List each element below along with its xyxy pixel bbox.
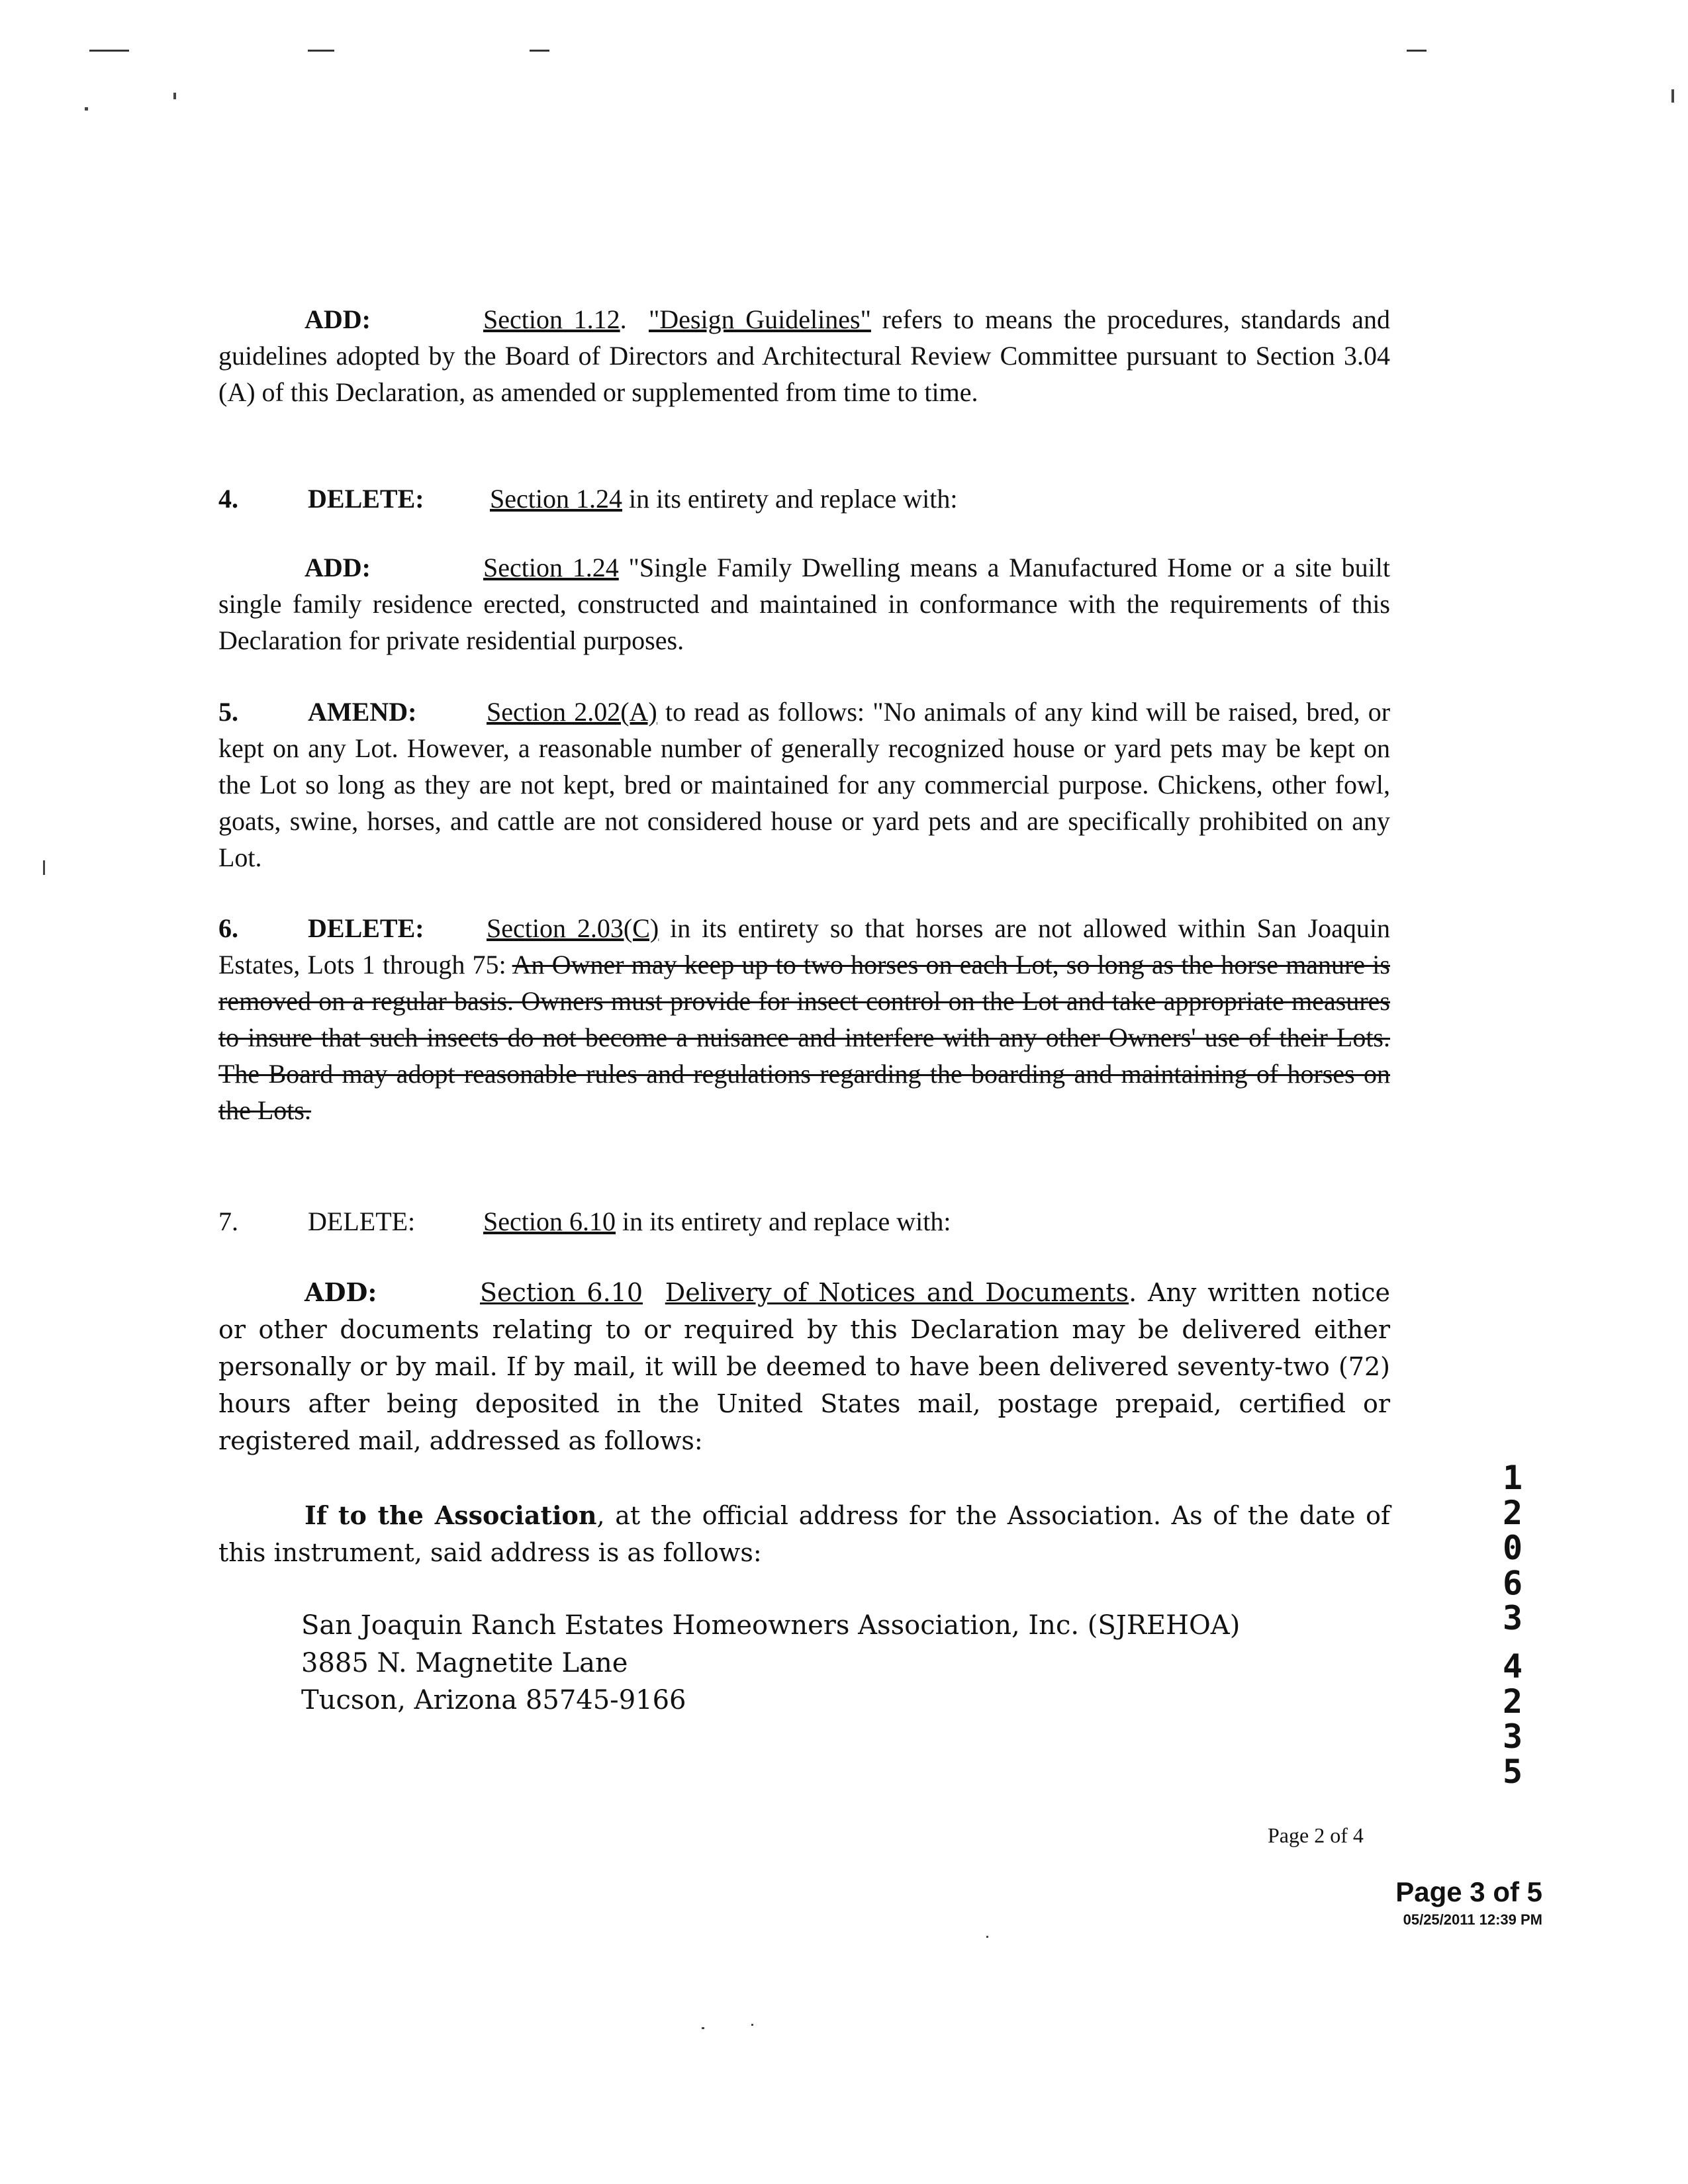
section-text: refers to means the procedures, standards and guidelines adopted by the Board of Directors and Architectural Review Committee pursuant to Section 3.04 (A) of this Declaration, as amended or supplemented from time to time. xyxy=(218,304,1391,407)
scan-mark xyxy=(1407,50,1427,52)
section-ref: Section 6.10 xyxy=(480,1278,643,1307)
add-keyword: ADD: xyxy=(305,304,371,334)
outer-page-number: Page 3 of 5 xyxy=(1395,1876,1542,1907)
recording-digit: 6 xyxy=(1502,1564,1523,1602)
recording-digit: 2 xyxy=(1502,1682,1523,1721)
amend-keyword: AMEND: xyxy=(308,697,417,727)
scan-speck xyxy=(173,93,176,99)
scan-speck xyxy=(1671,89,1674,103)
item-4-add-paragraph: ADD: Section 1.24 "Single Family Dwelling means a Manufactured Home or a site built single family residence erected, constructed and maintained in conformance with the requirements of this Declaration for private residential purposes. xyxy=(218,549,1390,659)
delete-keyword: DELETE: xyxy=(308,484,424,514)
item-number: 7. xyxy=(218,1206,238,1236)
inner-page-number: Page 2 of 4 xyxy=(1268,1823,1364,1847)
recording-digit: 0 xyxy=(1502,1529,1523,1567)
item-7-add-paragraph: ADD: Section 6.10 Delivery of Notices and Documents. Any written notice or other documents relating to or required by this Declaration may be delivered either personally or by mail. If by mail, it will be deemed to have been delivered seventy-two (72) hours after being deposited in the United States mail, postage prepaid, certified or registered mail, addressed as follows: xyxy=(218,1274,1390,1459)
recording-digit: 2 xyxy=(1502,1494,1523,1532)
delete-keyword: DELETE: xyxy=(308,1206,416,1236)
scan-speck xyxy=(85,107,88,111)
scan-mark xyxy=(89,50,129,52)
section-1-12-paragraph: ADD: Section 1.12. "Design Guidelines" refers to means the procedures, standards and guidelines adopted by the Board of Directors and Architectural Review Committee pursuant to Section 3.04 (A) of this Declaration, as amended or supplemented from time to time. xyxy=(218,301,1390,410)
address-line-1: San Joaquin Ranch Estates Homeowners Association, Inc. (SJREHOA) xyxy=(301,1610,1241,1641)
add-keyword: ADD: xyxy=(305,553,371,582)
item-7-header: 7. DELETE: Section 6.10 in its entirety and replace with: xyxy=(218,1203,951,1240)
recording-digit: 3 xyxy=(1502,1599,1523,1637)
item-5-paragraph: 5. AMEND: Section 2.02(A) to read as follows: "No animals of any kind will be raised, bred, or kept on any Lot. However, a reasonable number of generally recognized house or yard pets may be kept on the Lot so long as they are not kept, bred or maintained for any commercial purpose. Chickens, other fowl, goats, swine, horses, and cattle are not considered house or yard pets and are specifically prohibited on any Lot. xyxy=(218,694,1390,876)
association-paragraph: If to the Association, at the official address for the Association. As of the date of this instrument, said address is as follows: xyxy=(218,1500,1391,1567)
delete-keyword: DELETE: xyxy=(308,913,424,943)
association-lead: If to the Association xyxy=(305,1500,597,1530)
section-ref: Section 1.12 xyxy=(483,304,620,334)
address-line-2: 3885 N. Magnetite Lane xyxy=(301,1648,628,1678)
scan-mark xyxy=(530,50,549,52)
section-ref: Section 2.02(A) xyxy=(487,697,657,727)
scan-speck xyxy=(702,2027,704,2029)
recording-digit: 4 xyxy=(1502,1647,1523,1686)
item-number: 4. xyxy=(218,484,238,514)
recording-digit: 5 xyxy=(1502,1752,1523,1791)
defined-term: "Design Guidelines" xyxy=(648,304,871,334)
stamp-timestamp: 05/25/2011 12:39 PM xyxy=(1403,1911,1542,1928)
section-ref: Section 1.24 xyxy=(490,484,622,514)
section-title: Delivery of Notices and Documents xyxy=(665,1278,1129,1307)
item-4-header: 4. DELETE: Section 1.24 in its entirety and replace with: xyxy=(218,480,958,517)
scan-speck xyxy=(986,1936,988,1938)
recording-digit: 3 xyxy=(1502,1717,1523,1756)
item-6-paragraph: 6. DELETE: Section 2.03(C) in its entirety so that horses are not allowed within San Joaquin Estates, Lots 1 through 75: An Owner may keep up to two horses on each Lot, so long as the horse manure is removed on a regular basis. Owners must provide for insect control on the Lot and take appropriate measures to insure that such insects do not become a nuisance and interfere with any other Owners' use of their Lots. The Board may adopt reasonable rules and regulations regarding the boarding and maintaining of horses on the Lots. xyxy=(218,910,1390,1128)
scan-speck xyxy=(43,860,45,875)
struck-text: An Owner may keep up to two horses on each Lot, so long as the horse manure is removed on a regular basis. Owners must provide for insect control on the Lot and take appropriate measures to insure that such insects do not become a nuisance and interfere with any other Owners' use of their Lots. The Board may adopt reasonable rules and regulations regarding the boarding and maintaining of horses on the Lots. xyxy=(218,950,1390,1125)
scan-mark xyxy=(308,50,334,52)
item-number: 5. xyxy=(218,697,238,727)
section-ref: Section 6.10 xyxy=(483,1206,616,1236)
scan-speck xyxy=(751,2024,753,2026)
section-ref: Section 1.24 xyxy=(483,553,619,582)
add-keyword: ADD: xyxy=(305,1277,377,1307)
recording-digit: 1 xyxy=(1502,1459,1523,1497)
section-ref: Section 2.03(C) xyxy=(487,913,659,943)
address-line-3: Tucson, Arizona 85745-9166 xyxy=(301,1685,686,1715)
item-number: 6. xyxy=(218,913,238,943)
